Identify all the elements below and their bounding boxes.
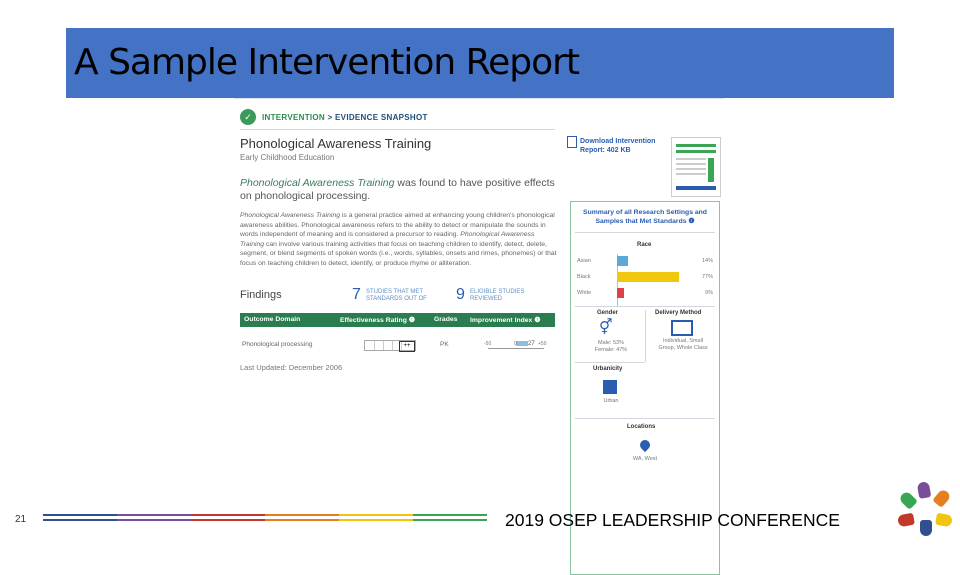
studies-eligible-count: 9 bbox=[456, 286, 465, 303]
col-grades: Grades bbox=[434, 316, 458, 323]
location-pin-icon bbox=[638, 438, 652, 452]
stripe-segment bbox=[43, 519, 117, 521]
download-report-link[interactable]: Download Intervention Report: 402 KB bbox=[580, 138, 656, 154]
desc-subject2: Phonological Awareness Training bbox=[240, 231, 535, 248]
intervention-category: Early Childhood Education bbox=[240, 153, 335, 162]
race-label: White bbox=[577, 290, 592, 296]
stripe-segment bbox=[339, 514, 413, 516]
summary-title: Summary of all Research Settings and Samples that Met Standards ❶ bbox=[583, 209, 707, 225]
desc-subject: Phonological Awareness Training bbox=[240, 212, 340, 219]
studies-met-label: STUDIES THAT MET STANDARDS OUT OF bbox=[366, 289, 427, 302]
intervention-description bbox=[240, 211, 558, 269]
stripe-segment bbox=[265, 519, 339, 521]
urbanicity-text: Urban bbox=[603, 398, 619, 404]
finding-statement bbox=[240, 177, 560, 203]
urbanicity-heading: Urbanicity bbox=[593, 366, 623, 372]
stripe-segment bbox=[265, 514, 339, 516]
stripe-segment bbox=[191, 514, 265, 516]
slide-title: A Sample Intervention Report bbox=[74, 42, 580, 83]
axis-min-label: -50 bbox=[484, 341, 492, 347]
intervention-name: Phonological Awareness Training bbox=[240, 136, 432, 151]
improvement-index-bar bbox=[516, 341, 528, 346]
axis-max-label: +50 bbox=[538, 341, 547, 347]
findings-row bbox=[240, 287, 560, 307]
improvement-index-axis bbox=[488, 348, 544, 349]
gender-text: Male: 53% Female: 47% bbox=[594, 340, 628, 353]
race-bar bbox=[617, 272, 679, 282]
improvement-index-value: 27 bbox=[528, 341, 535, 347]
stripe-segment bbox=[339, 519, 413, 521]
col-outcome-domain: Outcome Domain bbox=[244, 316, 301, 323]
report-header bbox=[240, 109, 428, 125]
stripe-segment bbox=[117, 519, 191, 521]
color-stripes bbox=[43, 514, 487, 523]
grades-cell: PK bbox=[440, 341, 449, 348]
outcome-domain-cell: Phonological processing bbox=[242, 341, 313, 348]
race-pct-label: 9% bbox=[705, 290, 713, 296]
rating-value: ++ bbox=[399, 341, 415, 352]
city-icon bbox=[603, 380, 617, 394]
stripe-segment bbox=[117, 514, 191, 516]
document-icon bbox=[567, 136, 577, 148]
finding-subject: Phonological Awareness Training bbox=[240, 177, 395, 189]
stripe-segment bbox=[191, 519, 265, 521]
header-prefix: INTERVENTION bbox=[262, 112, 326, 122]
title-bar bbox=[66, 28, 894, 98]
classroom-icon bbox=[671, 320, 693, 336]
col-effectiveness-rating: Effectiveness Rating ❶ bbox=[340, 317, 415, 324]
stripe-segment bbox=[413, 514, 487, 516]
desc-part2: can involve various training activities that focus on teaching children to identify, detect, delete, segment, or blend segments of spoken words (i.e., words, syllables, onsets and rimes, phonemes) or that focus on teaching children to detect, identify, or produce rhyme or alliteration. bbox=[240, 240, 557, 267]
race-pct-label: 77% bbox=[701, 274, 713, 280]
col-improvement-index: Improvement Index ❶ bbox=[470, 317, 541, 324]
stripe-segment bbox=[43, 514, 117, 516]
race-heading: Race bbox=[637, 242, 652, 248]
stripe-segment bbox=[413, 519, 487, 521]
race-bar bbox=[617, 256, 628, 266]
desc-part1: is a general practice aimed at enhancing young children's phonological awareness abilities. Phonological awareness refers to the ability to detect or manipulate the sounds in words independent of meaning and is considered a precursor to reading. bbox=[240, 212, 555, 239]
studies-met-count: 7 bbox=[352, 286, 361, 303]
gender-icon: ⚥ bbox=[599, 319, 613, 336]
last-updated: Last Updated: December 2006 bbox=[240, 363, 343, 372]
race-label: Black bbox=[577, 274, 591, 280]
findings-label: Findings bbox=[240, 289, 282, 301]
slide-number: 21 bbox=[15, 514, 27, 525]
delivery-heading: Delivery Method bbox=[655, 310, 702, 316]
gender-heading: Gender bbox=[597, 310, 619, 316]
divider bbox=[240, 129, 555, 130]
wwc-logo-icon: ✓ bbox=[240, 109, 256, 125]
delivery-text: Individual, Small Group, Whole Class bbox=[658, 338, 708, 351]
header-suffix: > EVIDENCE SNAPSHOT bbox=[327, 112, 428, 122]
conference-name: 2019 OSEP LEADERSHIP CONFERENCE bbox=[505, 510, 840, 530]
race-pct-label: 14% bbox=[701, 258, 713, 264]
studies-eligible-label: ELIGIBLE STUDIES REVIEWED bbox=[470, 289, 525, 302]
axis-mid-label: 0 bbox=[514, 341, 517, 347]
locations-heading: Locations bbox=[627, 424, 656, 430]
finding-text: was found to have positive effects on phonological processing. bbox=[240, 177, 555, 202]
locations-text: WA, West bbox=[632, 456, 658, 462]
table-row bbox=[240, 335, 555, 355]
findings-table-header bbox=[240, 313, 555, 327]
effectiveness-rating-scale bbox=[364, 340, 416, 351]
race-label: Asian bbox=[577, 258, 591, 264]
race-bar bbox=[617, 288, 624, 298]
hands-logo bbox=[896, 482, 956, 538]
report-snapshot bbox=[234, 98, 724, 477]
report-thumbnail[interactable] bbox=[671, 137, 721, 197]
